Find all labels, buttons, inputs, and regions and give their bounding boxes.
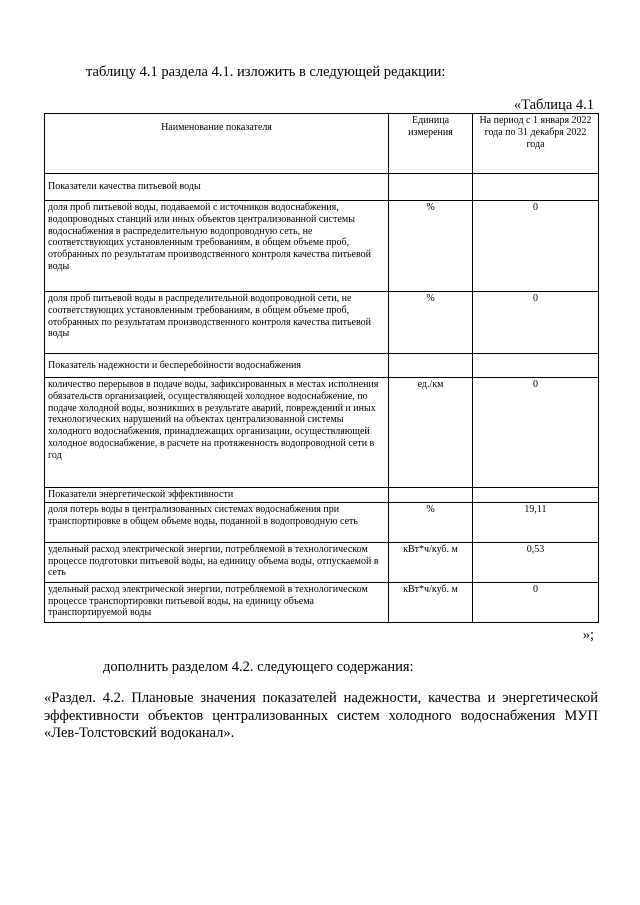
row-unit: ед./км (389, 378, 473, 488)
row-name: доля проб питьевой воды, подаваемой с источников водоснабжения, водопроводных станций или иных объектов централизованной системы водоснабжения в распределительную водопроводную сеть, не соответствующих установленным требованиям, в общем объеме проб, отобранных по результатам производственного контроля качества питьевой воды (45, 201, 389, 292)
row-value (473, 174, 599, 201)
header-period: На период с 1 января 2022 года по 31 декабря 2022 года (473, 114, 599, 174)
closing-quote: »; (582, 627, 594, 643)
supplement-text: дополнить разделом 4.2. следующего содержания: (103, 659, 414, 675)
row-name: Показатель надежности и бесперебойности водоснабжения (45, 354, 389, 378)
row-value: 0 (473, 201, 599, 292)
row-unit: % (389, 201, 473, 292)
row-unit: кВт*ч/куб. м (389, 582, 473, 622)
row-name: количество перерывов в подаче воды, зафиксированных в местах исполнения обязательств организацией, осуществляющей холодное водоснабжение, по подаче холодной воды, возникших в результате аварий, повреждений и иных технологических нарушений на объектах централизованной системы холодного водоснабжения, принадлежащих организации, осуществляющей холодное водоснабжение, в расчете на протяженность водопроводной сети в год (45, 378, 389, 488)
row-value: 0 (473, 292, 599, 354)
table-row (45, 502, 599, 542)
row-unit: % (389, 292, 473, 354)
row-value: 0 (473, 582, 599, 622)
table-row (45, 201, 599, 292)
row-value: 0 (473, 378, 599, 488)
table-row (45, 582, 599, 622)
row-value (473, 354, 599, 378)
row-name: Показатели качества питьевой воды (45, 174, 389, 201)
table-row (45, 354, 599, 378)
table-row (45, 292, 599, 354)
row-name: доля потерь воды в централизованных системах водоснабжения при транспортировке в общем объеме воды, поданной в водопроводную сеть (45, 502, 389, 542)
row-unit: % (389, 502, 473, 542)
table-row (45, 174, 599, 201)
row-unit (389, 354, 473, 378)
row-name: доля проб питьевой воды в распределительной водопроводной сети, не соответствующих установленным требованиям, в общем объеме проб, отобранных по результатам производственного контроля качества питьевой воды (45, 292, 389, 354)
row-name: удельный расход электрической энергии, потребляемой в технологическом процессе подготовки питьевой воды, на единицу объема воды, отпускаемой в сеть (45, 542, 389, 582)
header-name: Наименование показателя (45, 114, 389, 174)
table-row (45, 488, 599, 503)
row-name: удельный расход электрической энергии, потребляемой в технологическом процессе транспортировки питьевой воды, на единицу объема транспортируемой воды (45, 582, 389, 622)
table-caption: «Таблица 4.1 (513, 97, 594, 113)
intro-text: таблицу 4.1 раздела 4.1. изложить в следующей редакции: (86, 64, 446, 80)
indicators-table (44, 113, 599, 623)
table-row (45, 378, 599, 488)
section-paragraph: «Раздел. 4.2. Плановые значения показателей надежности, качества и энергетической эффективности объектов централизованных систем холодного водоснабжения МУП «Лев-Толстовский водоканал». (44, 690, 598, 741)
row-value: 19,11 (473, 502, 599, 542)
table-row (45, 542, 599, 582)
row-value: 0,53 (473, 542, 599, 582)
row-unit (389, 174, 473, 201)
row-unit: кВт*ч/куб. м (389, 542, 473, 582)
row-unit (389, 488, 473, 503)
header-unit: Единица измерения (389, 114, 473, 174)
row-name: Показатели энергетической эффективности (45, 488, 389, 503)
row-value (473, 488, 599, 503)
table-header-row (45, 114, 599, 174)
